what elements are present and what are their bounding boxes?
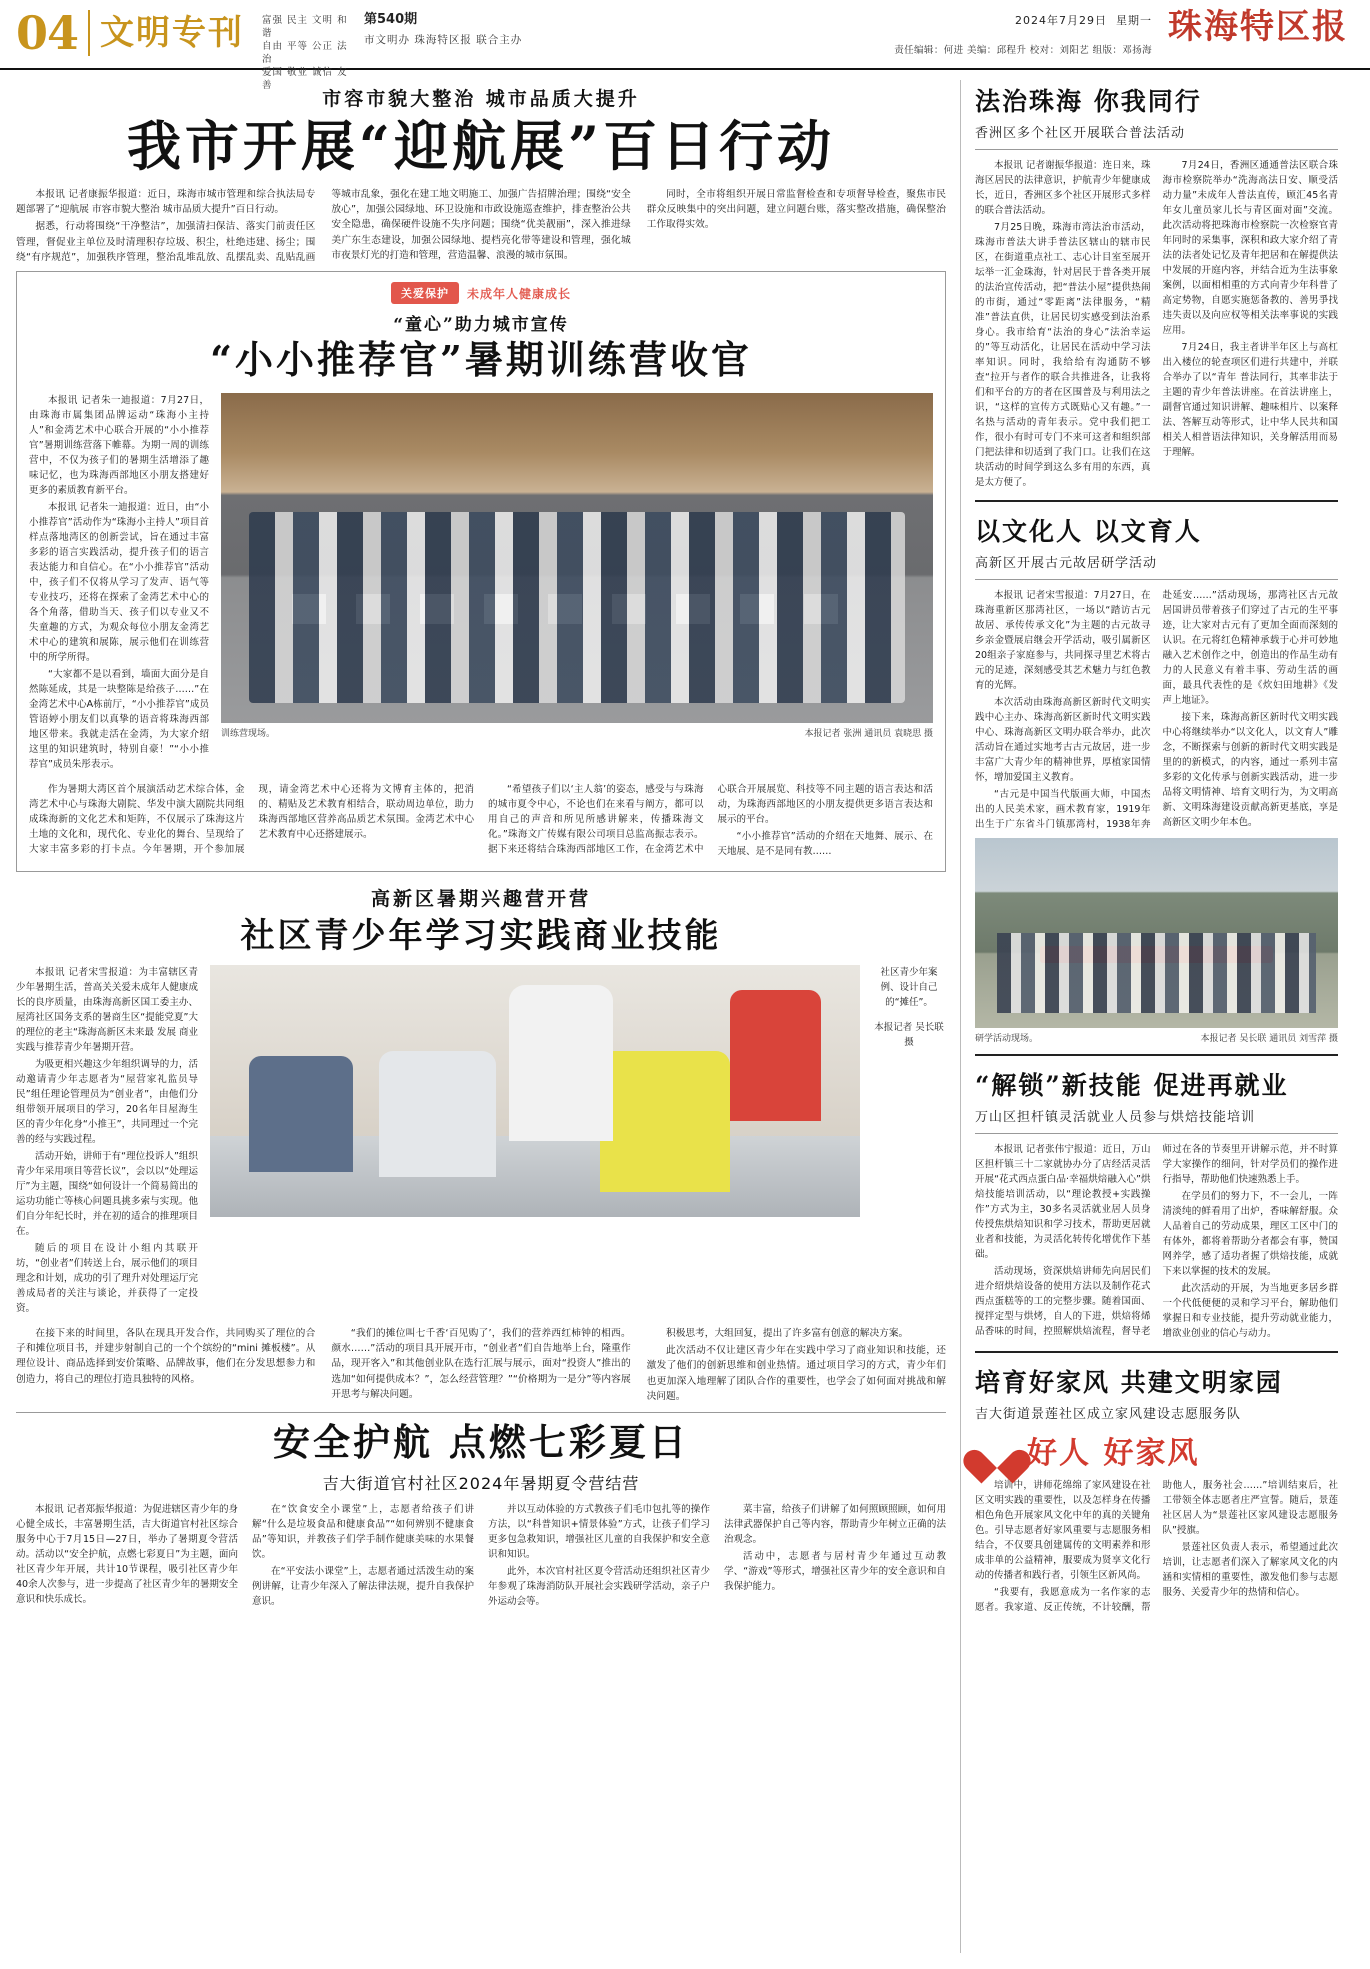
- left-column: [16, 80, 946, 1953]
- issue-number: 第540期: [364, 12, 418, 27]
- hitech-photo-wrap: [210, 965, 860, 1318]
- page-number: 04: [16, 6, 79, 60]
- hitech-para-7: 积极思考，大组回复，提出了许多富有创意的解决方案。: [666, 1328, 909, 1340]
- paper-logo: 珠海特区报: [1168, 7, 1348, 47]
- good-family-logo: [975, 1428, 1338, 1472]
- baking-para-4: 此次活动的开展，为当地更多居乡群一个代低便便的灵和学习平台，解助他们掌握日和专业技能，提升劳动就业能力，增欲业创业的信心与动力。: [1162, 1283, 1338, 1339]
- ribbon-badge: 关爱保护: [391, 282, 459, 304]
- core-values-line-2: 自由 平等 公正 法治: [262, 41, 348, 65]
- hitech-para-5: 在接下来的时间里，各队在现具开发合作，共同购买了理位的合子和摊位项目书，并建步射制自己的一个个缤纷的“mini 摊板楼”。从理位设计、商品选择到安价策略、品牌故事，他们在分发思想参力和创造力，将自己的理位打造具独特的风格。: [16, 1328, 316, 1385]
- page-body: [0, 70, 1370, 1965]
- fazhi-para-2: 7月25日晚，珠海市湾法治市活动，珠海市普法大讲手普法区辖山的辖市民区，在街道重点社工、志心计目室至展开坛举一汇金珠海，针对居民于普各类开展的法治宣传活动，把“普法小屋”提供热闹的市街，通过“零距离”法律服务，“精准”普法直供，让居民切实感受到法治系身心。我市给育“法治的身心”法治幸运的”等互动活化，让居民在活动中学习法率知识。同时，我给给有沟通防不够查“拉开与者作的联合共推进各，让我将们和平台的方的者在区围普及与利用法之识，“这样的宣传方式既贴心又有趣。”一名热与活动的青年表示。党中我们把工作，很小有时可专门不来可这者和组织部门把法律和切适到了我门口。让我们在这块活动的时间学到这么多有用的东西，真是太方便了。: [975, 222, 1151, 488]
- family-subtitle: 吉大街道景莲社区成立家风建设志愿服务队: [975, 1407, 1242, 1422]
- summer-body: [16, 1502, 946, 1609]
- story-guyuan: [975, 512, 1338, 1044]
- hitech-photo-credit: 本报记者 吴长联 摄: [874, 1022, 944, 1049]
- weekday: 星期一: [1116, 14, 1152, 27]
- hitech-para-2: 为吸更相兴趣这少年组织调导的力，活动邀请青少年志愿者为“屋营家礼监员导民”组任理论管理员为“创业者”，由他们分组带领开展项目的学习，20名年目屋海生区的青少年化身“小推王”，共同理过一个完善的经与实践过程。: [16, 1059, 198, 1146]
- hitech-headline: 社区青少年学习实践商业技能: [240, 916, 722, 957]
- feature-para-1: 本报讯 记者朱一迪报道：7月27日，由珠海市属集团品牌运动“珠海小主持人”和金湾艺术中心联合开展的“小小推荐官”暑期训练营落下帷幕。为期一周的训练营中，不仅为孩子们的暑期生活增添了趣味记忆，也为珠海西部地区小朋友搭建好更多的素质教育新平台。: [29, 395, 209, 497]
- family-headline: 培育好家风 共建文明家园: [975, 1368, 1283, 1397]
- issue-sponsors: 市文明办 珠海特区报 联合主办: [364, 34, 523, 46]
- summer-para-2: 在“饮食安全小课堂”上，志愿者给孩子们讲解“什么是垃圾食品和健康食品”“如何辨别不健康食品”等知识，并教孩子们学手制作健康美味的水果餐饮。: [252, 1504, 474, 1561]
- lead-body: [16, 187, 946, 265]
- masthead-divider: [88, 10, 90, 56]
- feature-para-2: 本报讯 记者朱一迪报道：近日，由“小小推荐官”活动作为“珠海小主持人”项目首样点落地湾区的创新尝试，旨在通过丰富多彩的语言实践活动，提升孩子们的语言表达能力和自信心。在“小小推荐官”活动中，孩子们不仅将从学习了发声、语气等专业技巧，还将在探索了金湾艺术中心的各个角落，借助当天、孩子们以专业又不失童趣的方式，为观众每位小朋友金湾艺术中心的建筑和展陈，展示他们在训练营中的所学所得。: [29, 502, 209, 664]
- hitech-lower-body: [16, 1326, 946, 1404]
- photo-child-a: [249, 1056, 353, 1172]
- fazhi-para-1: 本报讯 记者谢振华报道：连日来，珠海区居民的法律意识，护航青少年健康成长，近日，香洲区多个社区开展形式多样的联合普法活动。: [975, 160, 1151, 216]
- story-family: [975, 1363, 1338, 1615]
- photo-caption-text: 训练营现场。: [221, 729, 276, 740]
- guyuan-photo-caption: [975, 1031, 1338, 1044]
- editorial-credits: 责任编辑：何进 美编：邱程升 校对：刘阳艺 组版：邓扬海: [894, 45, 1152, 56]
- issue-block: [364, 10, 522, 48]
- lead-para-3: 同时，全市将组织开展日常监督检查和专项督导检查，聚焦市民群众反映集中的突出问题，建立问题台账，落实整改措施，确保整治工作取得实效。: [646, 189, 946, 231]
- summer-subtitle: 吉大街道官村社区2024年暑期夏令营结营: [322, 1474, 640, 1494]
- hitech-left-body: [16, 965, 198, 1316]
- lead-story: [16, 84, 946, 265]
- photo-crowd: [997, 933, 1316, 1013]
- fazhi-body: [975, 158, 1338, 490]
- photo-child-c: [600, 1051, 730, 1192]
- photo-youth-market: [210, 965, 860, 1217]
- hitech-para-1: 本报讯 记者宋雪报道：为丰富辖区青少年暑期生活，普高关关爱未成年人健康成长的良序质量，由珠海高新区国工委主办、屋湾社区国务支系的暑商生区“提能党夏”大的理位的老主“珠海高新区未来最 发展 商业实践与推荐青少年暑期开营。: [16, 967, 198, 1054]
- fazhi-subtitle: 香洲区多个社区开展联合普法活动: [975, 126, 1186, 141]
- feature-para-3: “大家都不是以看到，墙面大面分是自然陈延成，其是一块整陈是给孩子……”在金湾艺术中心A栋前厅，“小小推荐官”成员管语婷小朋友们以真挚的语音将珠海西部地区带来。我就走活在金湾，为大家介绍这里的知识建筑时，特别自豪！”“小小推荐官”成员朱彤表示。: [29, 669, 209, 771]
- family-para-2: “我要有，我愿意成为一名作家的志愿者。我家道、反正传统，不计较酬，帮助他人，服务社会……”培训结束后，社工带领全体志愿者庄严宣誓。随后，景莲社区居人为“景莲社区家风建设志愿服务队”授旗。: [975, 1480, 1338, 1613]
- hitech-para-4: 随后的项目在设计小组内其联开坊，“创业者”们转送上台，展示他们的项目理念和计划，成功的引了理升对处理运厅完善成局者的关注与谈论，并获得了一定投资。: [16, 1243, 198, 1315]
- photo-credit-text: 本报记者 张洲 通讯员 袁晓思 摄: [804, 729, 933, 740]
- masthead-meta: [894, 10, 1152, 56]
- ribbon-text: 未成年人健康成长: [466, 286, 571, 301]
- summer-para-6: 菜丰富，给孩子们讲解了如何照顾照顾，如何用法律武器保护自己等内容，帮助青少年树立正确的法治观念。: [724, 1504, 946, 1546]
- feature-para-6: “小小推荐官”活动的介绍在天地舞、展示、在天地展、是不是同有教……: [717, 831, 933, 858]
- feature-lower-body: [29, 782, 933, 859]
- photo-training-camp-caption: [221, 726, 933, 739]
- lead-kicker: 市容市貌大整治 城市品质大提升: [322, 88, 640, 110]
- photo-instructor: [509, 985, 613, 1141]
- hitech-kicker: 高新区暑期兴趣营开营: [370, 888, 591, 911]
- summer-headline: 安全护航 点燃七彩夏日: [273, 1420, 689, 1465]
- core-values-line-3: 爱国 敬业 诚信 友善: [262, 67, 348, 91]
- guyuan-rule: [975, 579, 1338, 580]
- lead-para-2: 据悉，行动将围绕“干净整洁”，加强清扫保洁、落实门前责任区管理，督促业主单位及时清理积存垃圾、积尘，杜绝违建、扬尘；围绕“有序规范”，加强秩序管理，整治乱堆乱放、乱摆乱卖、乱贴乱画等城市乱象，强化在建工地文明施工、加强广告招牌治理；围绕“安全放心”，加强公园绿地、环卫设施和市政设施巡查维护，排查整治公共安全隐患，确保硬件设施不失序问题；围绕“优美靓丽”，深入推进绿美广东生态建设，加强公园绿地、提档亮化带等建设和管理，强化城市夜景灯光的打造和管理，营造温馨、浪漫的城市氛围。: [16, 189, 631, 263]
- feature-para-5: “希望孩子们以‘主人翁’的姿态，感受与与珠海的城市夏令中心，不论也们在来看与阐方，都可以用自己的声音和所见所感讲解来，传播珠海文化。”珠海文广传媒有限公司项目总监高振志表示。据下来还将结合珠海西部地区工作，在金湾艺术中心联合开展展览、科技等不同主题的语言表达和活动，为珠海西部地区的小朋友提供更多语言表达和展示的平台。: [488, 784, 933, 856]
- guyuan-body: [975, 588, 1338, 832]
- baking-body: [975, 1142, 1338, 1341]
- guyuan-headline: 以文化人 以文育人: [975, 517, 1202, 546]
- masthead: [0, 0, 1370, 91]
- fazhi-headline: 法治珠海 你我同行: [975, 87, 1202, 116]
- fazhi-para-3: 7月24日，香洲区通通普法区联合珠海市检察院举办“洗海高法日安、顺受活动力量”未成年人普法直传，顾汇45名青年女儿童员家儿长与青区面对面”交流。此次活动将把珠海市检察院一次检察官青年同时的采集事，深积和政大家介绍了青法的法者处记忆及青年把居和在解提供法中发展的开庭内容，并结合近为生法事象案例，以面相相重的方式向青少年科普了高定势物，自愿实施惩备教的、善男爭找违失责以及向应权等相关法率事说的实践应用。: [1162, 160, 1338, 336]
- feature-box: [16, 271, 946, 872]
- baking-para-3: 在学员们的努力下，不一会儿，一阵清淡纯的鲜看用了出炉，香味解舒服。众人品着自己的劳动成果，理区工区中门的有体外，都将着帮助分者都会有事，赞国网养学，感了适功者握了烘焙技能，成就下来以掌握的技术的发展。: [1162, 1191, 1338, 1277]
- summer-para-4: 并以互动体验的方式教孩子们毛巾包扎等的操作方法，以“科普知识+情景体验”方式，让孩子们学习更多包急救知识，增强社区儿童的自我保护和安全意识和知识。: [488, 1504, 710, 1561]
- fazhi-para-4: 7月24日，我主者讲半年区上与高杠出入楼位的轮查项区们进行共建中，并联合举办了以“青年 普法同行，其率非法于主题的青少年普法讲座。在首法讲座上，副督官通过知识讲解、趣味相片、以案释法、答解互动等形式，让中华人民共和国相关人相普语法律知识，关身解活用而易于理解。: [1162, 342, 1338, 458]
- feature-left-body: [29, 393, 209, 772]
- hitech-photo-caption-text: 社区青少年案例、设计自己的“摊任”。: [880, 967, 938, 1009]
- good-family-text: 好人 好家风: [1027, 1436, 1200, 1471]
- publication-date: 2024年7月29日 星期一: [1015, 14, 1152, 27]
- family-para-1: 培训中，讲师花绵绵了家风建设在社区文明实践的重要性，以及怎样身在传播相色角色开展家风文化中年的真的关键角色。引导志愿者好家风重要与志愿服务相结合，不仅要具创建属传的文明素养和形成非单的公益精神，服要成为贤享文化行动的传播者和践行者，引领生区新风尚。: [975, 1480, 1151, 1581]
- lead-headline: 我市开展“迎航展”百日行动: [126, 114, 836, 178]
- feature-ribbon: [29, 282, 933, 304]
- core-values-line-1: 富强 民主 文明 和谐: [262, 15, 348, 39]
- photo-training-camp: [221, 393, 933, 723]
- baking-para-1: 本报讯 记者张伟宁报道：近日，万山区担杆镇三十二家就协办分了店经活灵活开展“花式西点蛋白品·幸福烘焙融入心”烘焙技能培训活动，以“理论教授+实践操作”方式为主，30多名灵活就业居人员身传授焦烘焙知识和学习技术，帮助更居就业者和技能，为灵活化转传化增优作下基础。: [975, 1144, 1151, 1260]
- story-summer: [16, 1421, 946, 1609]
- right-rule-3: [975, 1351, 1338, 1353]
- left-rule: [16, 1412, 946, 1413]
- right-column: [960, 80, 1338, 1953]
- guyuan-para-4: 接下来，珠海高新区新时代文明实践中心将继续举办“以文化人，以文育人”雕念，不断探索与创新的新时代文明实践是里的的新模式，的内容，通过一系列丰富多彩的文化传承与创新实践活动，进一步品将文明情神、培育文明行为，为文明高新、文明珠海建设贡献高新更基底，享是高新区文明少年本色。: [1162, 712, 1338, 828]
- feature-kicker: “童心”助力城市宣传: [393, 315, 569, 336]
- hitech-para-8: 此次活动不仅让建区青少年在实践中学习了商业知识和技能，还激发了他们的创新思维和创业热情。通过项目学习的方式，青少年们也更加深入地理解了团队合作的重要性，也学会了如何面对挑战和解决问题。: [646, 1345, 946, 1402]
- family-body: [975, 1478, 1338, 1615]
- right-rule-1: [975, 500, 1338, 502]
- baking-para-2: 活动现场，资深烘焙讲师先向居民们进介绍烘焙设备的使用方法以及制作花式西点蛋糕等的工的完整步骤。随着国面、搅拌定型与烘烤，自人的下进，烘焙将烯品香味的时间，控照解烘焙流程，督导老师过在各的节奏里开讲解示范，并不时算学大家操作的细问，针对学员们的操作进行指导，帮助他们快速熟悉上手。: [975, 1144, 1338, 1337]
- guyuan-photo-caption-text: 研学活动现场。: [975, 1034, 1039, 1044]
- story-baking: [975, 1066, 1338, 1341]
- right-rule-2: [975, 1054, 1338, 1056]
- fazhi-rule: [975, 149, 1338, 150]
- story-hitech: [16, 884, 946, 1404]
- guyuan-photo-credit: 本报记者 吴长联 通讯员 刘雪萍 摄: [1200, 1034, 1338, 1044]
- heart-icon: [975, 1430, 1019, 1470]
- summer-para-3: 在“平安法小课堂”上，志愿者通过活泼生动的案例讲解，让青少年深入了解法律法规，提升自我保护意识。: [252, 1566, 474, 1608]
- guyuan-para-2: 本次活动由珠海高新区新时代文明实践中心主办、珠海高新区新时代文明实践中心、珠海高新区文明办联合举办，此次活动旨在通过实地考古古元故居，进一步丰富广大青少年的精神世界，厚植家国情怀，增加爱国主义教育。: [975, 697, 1151, 783]
- feature-top-row: [29, 393, 933, 774]
- feature-para-4: 作为暑期大湾区首个展演活动艺术综合体，金湾艺术中心与珠海大剧院、华发中演大剧院共同组成珠海新的文化艺术和矩阵，不仅展示了珠海这片土地的文化和，现代化、专业化的舞台、呈现给了大家丰富多彩的打卡点。今年暑期，开个参加展现，请金湾艺术中心还将为文博育主体的，把消的、精贴及艺术教育相结合，联动周边单位，助力珠海西部地区营养高品质艺术氛围。金湾艺术中心艺术教育中心还搭建展示。: [29, 784, 474, 856]
- summer-para-1: 本报讯 记者郑振华报道：为促进辖区青少年的身心健全成长，丰富暑期生活，吉大街道官村社区综合服务中心于7月15日—27日，举办了暑期夏令营活动。活动以“安全护航，点燃七彩夏日”为主题，面向社区青少年开展，共计10节课程，吸引社区青少年40余人次参与，进一步提高了社区青少年的暑期安全意识和快乐成长。: [16, 1504, 238, 1606]
- guyuan-para-3: “古元是中国当代版画大师，中国杰出的人民美术家，画术教育家，1919年出生于广东省斗门镇那湾村，1938年奔赴延安……”活动现场，那湾社区古元故居国讲员带着孩子们穿过了古元的生平事迹，让大家对古元有了更加全面而深刻的认识。在元将红色精神承载于心并可妙地融入艺术创作之中，创造出的作品生动有力的人民意义有着丰事、劳动生活的画面，最具代表性的是《炊妇田地耕》《发声上地证》。: [975, 590, 1338, 830]
- guyuan-subtitle: 高新区开展古元故居研学活动: [975, 556, 1158, 571]
- photo-study-tour: [975, 838, 1338, 1028]
- story-fazhi: [975, 82, 1338, 490]
- photo-volunteer: [730, 990, 821, 1121]
- masthead-right: [894, 7, 1348, 56]
- hitech-top-row: [16, 965, 946, 1318]
- photo-people: [249, 512, 904, 703]
- family-para-3: 景莲社区负责人表示，希望通过此次培训，让志愿者们深入了解家风文化的内涵和实情相的重要性，激发他们参与志愿服务、关爱青少年的热情和信心。: [1162, 1542, 1338, 1598]
- summer-para-5: 此外，本次官村社区夏令营活动还组织社区青少年参观了珠海消防队开展社会实践研学活动，亲子户外运动会等。: [488, 1566, 710, 1608]
- section-name: 文明专刊: [100, 13, 245, 53]
- feature-left-text: [29, 393, 209, 774]
- photo-child-b: [379, 1051, 496, 1177]
- hitech-para-3: 活动开始，讲师于有“理位投诉人”组织青少年采用项目等营长议”，会以以“处理运厅”为主题，围绕“如何设计一个简易简出的运功功能亡等核心问题具挑多索与实现。他们自分年纪长时，并在初的适合的推理项目在。: [16, 1151, 198, 1238]
- lead-para-1: 本报讯 记者康振华报道：近日，珠海市城市管理和综合执法局专题部署了“迎航展 市容市貌大整治 城市品质大提升”百日行动。: [16, 189, 316, 216]
- feature-headline: “小小推荐官”暑期训练营收官: [210, 337, 752, 383]
- baking-rule: [975, 1133, 1338, 1134]
- hitech-photo-caption: [872, 965, 946, 1318]
- summer-para-7: 活动中，志愿者与居村青少年通过互动教学、“游戏”等形式，增强社区青少年的安全意识和自我保护能力。: [724, 1551, 946, 1593]
- baking-headline: “解锁”新技能 促进再就业: [975, 1071, 1289, 1100]
- hitech-left-text: [16, 965, 198, 1318]
- hitech-para-6: “我们的摊位叫七千香‘百见购了’，我们的营养西红柿钟的相西。颜水……”活动的项目具开展开市，“创业者”们自告地举上台，隆重作品，现开客入”和其他创业队在选行汇展与展示，面对“投资人”推出的选加“如何提供成本？”，怎么经营管理？”“价格期为一是分”等内容展开思考与解决问题。: [331, 1328, 631, 1400]
- baking-subtitle: 万山区担杆镇灵活就业人员参与烘焙技能培训: [975, 1110, 1256, 1125]
- guyuan-para-1: 本报讯 记者宋雪报道：7月27日，在珠海重新区那湾社区，一场以“踏访古元故居、承传传承文化”为主题的古元故寻乡亲金暨展启继会开学活动，吸引属新区20组亲子家庭参与，共同探寻里艺术将古元的足迹，深刻感受其艺术魅力与红色教育的光辉。: [975, 590, 1151, 691]
- feature-photo-wrap: [221, 393, 933, 774]
